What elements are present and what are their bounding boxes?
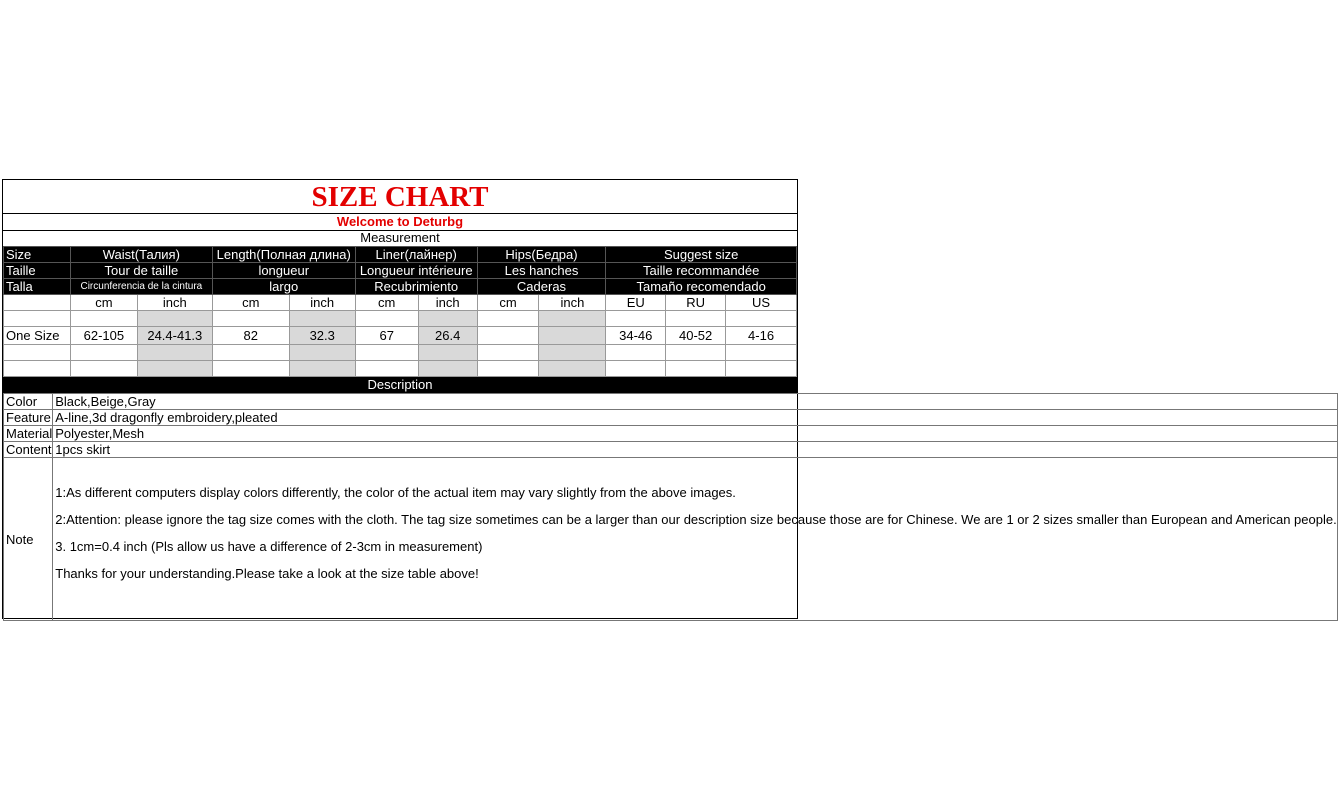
units-blank	[4, 295, 71, 311]
table-cell	[418, 311, 477, 327]
material-value: Polyester,Mesh	[53, 426, 1337, 442]
size-chart	[2, 179, 1337, 619]
waist-inch: 24.4-41.3	[137, 327, 212, 345]
table-cell	[477, 361, 539, 377]
taille-waist: Tour de taille	[70, 263, 212, 279]
table-cell	[726, 361, 797, 377]
taille-length: longueur	[212, 263, 355, 279]
unit-cell: inch	[539, 295, 606, 311]
note-row	[4, 458, 1338, 621]
table-cell	[418, 345, 477, 361]
chart-title: SIZE CHART	[3, 180, 797, 214]
unit-cell: EU	[606, 295, 666, 311]
spacer-row	[4, 345, 797, 361]
taille-hips: Les hanches	[477, 263, 606, 279]
one-size-row	[4, 327, 797, 345]
description-heading: Description	[3, 377, 797, 393]
table-cell	[355, 345, 418, 361]
table-cell	[666, 345, 726, 361]
size-header-row	[4, 247, 797, 263]
table-cell	[212, 311, 289, 327]
measurement-heading: Measurement	[3, 230, 797, 247]
unit-cell: US	[726, 295, 797, 311]
liner-cm: 67	[355, 327, 418, 345]
talla-suggest: Tamaño recomendado	[606, 279, 797, 295]
welcome-text: Welcome to Deturbg	[3, 213, 797, 231]
talla-length: largo	[212, 279, 355, 295]
ru-size: 40-52	[666, 327, 726, 345]
table-cell	[4, 311, 71, 327]
table-cell	[70, 345, 137, 361]
table-cell	[212, 345, 289, 361]
spacer-row	[4, 361, 797, 377]
table-cell	[355, 361, 418, 377]
hips-cm	[477, 327, 539, 345]
length-header: Length(Полная длина)	[212, 247, 355, 263]
table-cell	[477, 311, 539, 327]
material-label: Material	[4, 426, 53, 442]
feature-label: Feature	[4, 410, 53, 426]
waist-header: Waist(Талия)	[70, 247, 212, 263]
table-cell	[606, 361, 666, 377]
units-row	[4, 295, 797, 311]
table-cell	[726, 311, 797, 327]
eu-size: 34-46	[606, 327, 666, 345]
unit-cell: inch	[137, 295, 212, 311]
note-item: 1:As different computers display colors differently, the color of the actual item may vary slightly from the above images.	[55, 485, 736, 500]
unit-cell: inch	[418, 295, 477, 311]
unit-cell: cm	[70, 295, 137, 311]
color-value: Black,Beige,Gray	[53, 394, 1337, 410]
table-cell	[70, 361, 137, 377]
liner-header: Liner(лайнер)	[355, 247, 477, 263]
table-cell	[539, 361, 606, 377]
description-table	[3, 393, 1338, 621]
table-cell	[137, 345, 212, 361]
table-cell	[539, 345, 606, 361]
size-label: Size	[4, 247, 71, 263]
table-cell	[289, 345, 355, 361]
table-cell	[289, 311, 355, 327]
unit-cell: inch	[289, 295, 355, 311]
hips-inch	[539, 327, 606, 345]
table-cell	[4, 345, 71, 361]
talla-hips: Caderas	[477, 279, 606, 295]
us-size: 4-16	[726, 327, 797, 345]
feature-value: A-line,3d dragonfly embroidery,pleated	[53, 410, 1337, 426]
unit-cell: cm	[212, 295, 289, 311]
table-cell	[606, 311, 666, 327]
taille-row	[4, 263, 797, 279]
talla-waist: Circunferencia de la cintura	[70, 279, 212, 295]
hips-header: Hips(Бедра)	[477, 247, 606, 263]
length-inch: 32.3	[289, 327, 355, 345]
color-label: Color	[4, 394, 53, 410]
table-cell	[137, 361, 212, 377]
length-cm: 82	[212, 327, 289, 345]
content-value: 1pcs skirt	[53, 442, 1337, 458]
table-cell	[289, 361, 355, 377]
content-label: Content	[4, 442, 53, 458]
talla-row	[4, 279, 797, 295]
table-cell	[666, 311, 726, 327]
note-item: Thanks for your understanding.Please take a look at the size table above!	[55, 566, 479, 581]
table-cell	[137, 311, 212, 327]
table-cell	[726, 345, 797, 361]
feature-row	[4, 410, 1338, 426]
unit-cell: RU	[666, 295, 726, 311]
unit-cell: cm	[355, 295, 418, 311]
note-item: 2:Attention: please ignore the tag size comes with the cloth. The tag size sometimes can be a larger than our description size because those are for Chinese. We are 1 or 2 sizes smaller than European and American people.	[55, 512, 1337, 527]
note-item: 3. 1cm=0.4 inch (Pls allow us have a difference of 2-3cm in measurement)	[55, 539, 483, 554]
table-cell	[539, 311, 606, 327]
table-cell	[212, 361, 289, 377]
table-cell	[355, 311, 418, 327]
spacer-row	[4, 311, 797, 327]
unit-cell: cm	[477, 295, 539, 311]
waist-cm: 62-105	[70, 327, 137, 345]
taille-suggest: Taille recommandée	[606, 263, 797, 279]
table-cell	[666, 361, 726, 377]
table-cell	[477, 345, 539, 361]
taille-liner: Longueur intérieure	[355, 263, 477, 279]
table-cell	[606, 345, 666, 361]
suggest-size-header: Suggest size	[606, 247, 797, 263]
talla-label: Talla	[4, 279, 71, 295]
talla-liner: Recubrimiento	[355, 279, 477, 295]
liner-inch: 26.4	[418, 327, 477, 345]
table-cell	[4, 361, 71, 377]
color-row	[4, 394, 1338, 410]
note-label: Note	[4, 458, 53, 621]
size-name: One Size	[4, 327, 71, 345]
notes-cell	[53, 458, 1337, 621]
table-cell	[70, 311, 137, 327]
measurement-table	[3, 246, 797, 377]
table-cell	[418, 361, 477, 377]
taille-label: Taille	[4, 263, 71, 279]
content-row	[4, 442, 1338, 458]
material-row	[4, 426, 1338, 442]
